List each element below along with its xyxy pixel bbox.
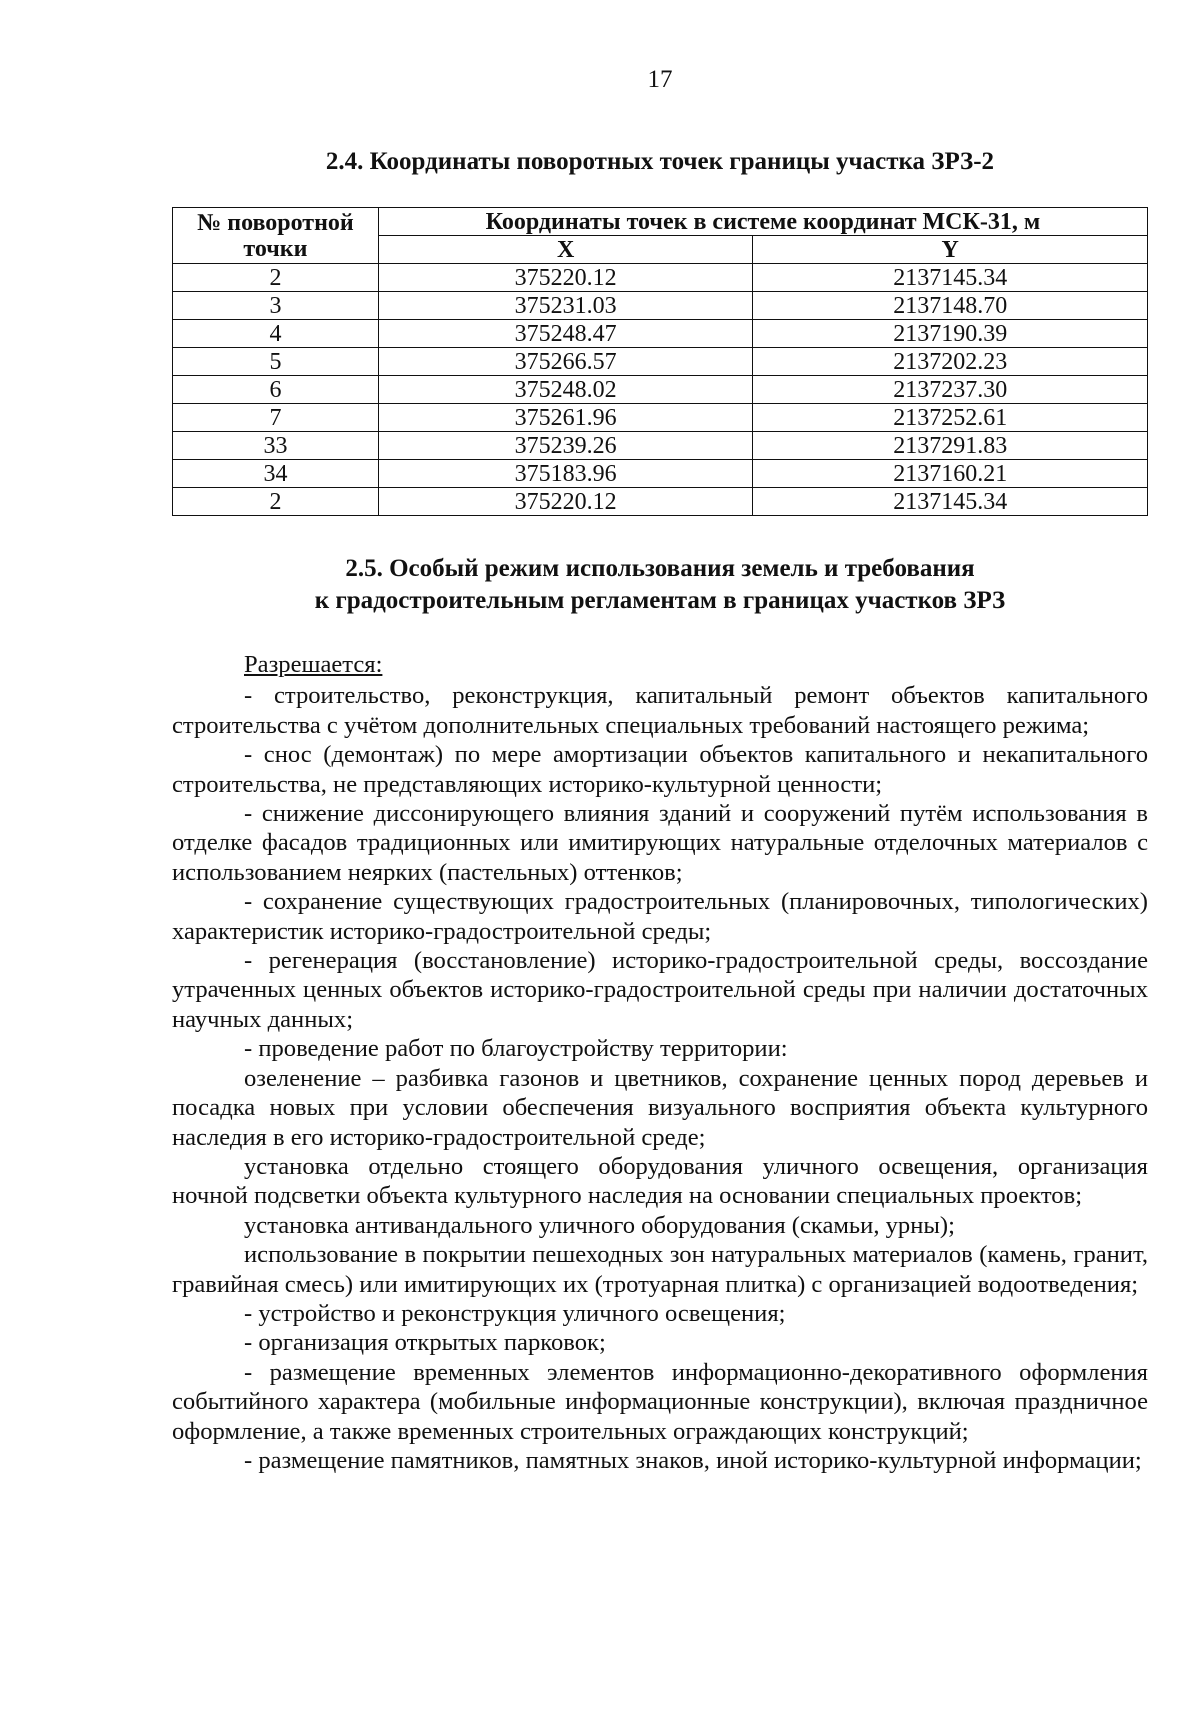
paragraph: - сохранение существующих градостроительных (планировочных, типологических) характеристик историко-градостроительной среды; [172,888,1148,945]
table-row [173,404,1148,432]
cell-y: 2137145.34 [753,264,1148,292]
paragraph: - проведение работ по благоустройству территории: [244,1035,788,1063]
cell-point: 4 [173,320,379,348]
header-point-number: № поворотной точки [173,208,379,264]
paragraph: - регенерация (восстановление) историко-градостроительной среды, воссоздание утраченных ценных объектов историко-градостроительной среды при наличии достаточных научных данных; [172,947,1148,1033]
cell-x: 375261.96 [378,404,753,432]
cell-point: 2 [173,488,379,516]
cell-x: 375248.47 [378,320,753,348]
cell-x: 375220.12 [378,488,753,516]
table-row [173,488,1148,516]
paragraph: озеленение – разбивка газонов и цветников, сохранение ценных пород деревьев и посадка новых при условии обеспечения визуального восприятия объекта культурного наследия в его историко-градостроительной среде; [172,1064,1148,1151]
header-coordinates: Координаты точек в системе координат МСК-31, м [378,208,1147,236]
paragraph: - строительство, реконструкция, капитальный ремонт объектов капитального строительства с учётом дополнительных специальных требований настоящего режима; [172,682,1148,739]
paragraph: - организация открытых парковок; [244,1329,606,1357]
cell-point: 3 [173,292,379,320]
paragraph: - устройство и реконструкция уличного освещения; [244,1299,786,1327]
paragraph: использование в покрытии пешеходных зон натуральных материалов (камень, гранит, гравийная смесь) или имитирующих их (тротуарная плитка) с организацией водоотведения; [172,1241,1148,1298]
section-title-line-2: к градостроительным регламентам в границах участков ЗРЗ [314,587,1006,614]
cell-point: 5 [173,348,379,376]
table-row [173,264,1148,292]
cell-y: 2137145.34 [753,488,1148,516]
page-number: 17 [647,66,673,93]
cell-x: 375266.57 [378,348,753,376]
table-row [173,292,1148,320]
cell-point: 34 [173,460,379,488]
header-x: X [378,236,753,264]
cell-point: 6 [173,376,379,404]
section-title-regime [0,553,1200,617]
cell-point: 7 [173,404,379,432]
cell-x: 375231.03 [378,292,753,320]
table-row [173,432,1148,460]
table-row [173,376,1148,404]
section-title-coordinates: 2.4. Координаты поворотных точек границы участка ЗРЗ-2 [325,148,995,175]
table-row [173,460,1148,488]
header-y: Y [753,236,1148,264]
paragraph: - размещение памятников, памятных знаков, иной историко-культурной информации; [244,1446,1142,1474]
paragraph: установка отдельно стоящего оборудования уличного освещения, организация ночной подсветки объекта культурного наследия на основании специальных проектов; [172,1152,1148,1210]
coordinates-table-body [173,264,1148,516]
section-title-line-1: 2.5. Особый режим использования земель и требования [345,555,975,582]
cell-point: 33 [173,432,379,460]
cell-y: 2137160.21 [753,460,1148,488]
allowed-lead: Разрешается: [244,651,383,678]
cell-y: 2137202.23 [753,348,1148,376]
table-row [173,320,1148,348]
paragraph: установка антивандального уличного оборудования (скамьи, урны); [244,1211,955,1239]
cell-y: 2137190.39 [753,320,1148,348]
coordinates-table [172,207,1148,516]
cell-x: 375248.02 [378,376,753,404]
cell-y: 2137291.83 [753,432,1148,460]
cell-x: 375239.26 [378,432,753,460]
regime-body-text [172,650,1148,1475]
cell-y: 2137148.70 [753,292,1148,320]
cell-x: 375220.12 [378,264,753,292]
cell-y: 2137237.30 [753,376,1148,404]
paragraph: - снос (демонтаж) по мере амортизации объектов капитального и некапитального строительства, не представляющих историко-культурной ценности; [172,741,1148,798]
cell-x: 375183.96 [378,460,753,488]
cell-point: 2 [173,264,379,292]
paragraph: - размещение временных элементов информационно-декоративного оформления событийного характера (мобильные информационные конструкции), включая праздничное оформление, а также временных строительных ограждающих конструкций; [172,1358,1148,1445]
cell-y: 2137252.61 [753,404,1148,432]
table-row [173,348,1148,376]
paragraph: - снижение диссонирующего влияния зданий и сооружений путём использования в отделке фасадов традиционных или имитирующих натуральные отделочных материалов с использованием неярких (пастельных) оттенков; [172,800,1148,886]
